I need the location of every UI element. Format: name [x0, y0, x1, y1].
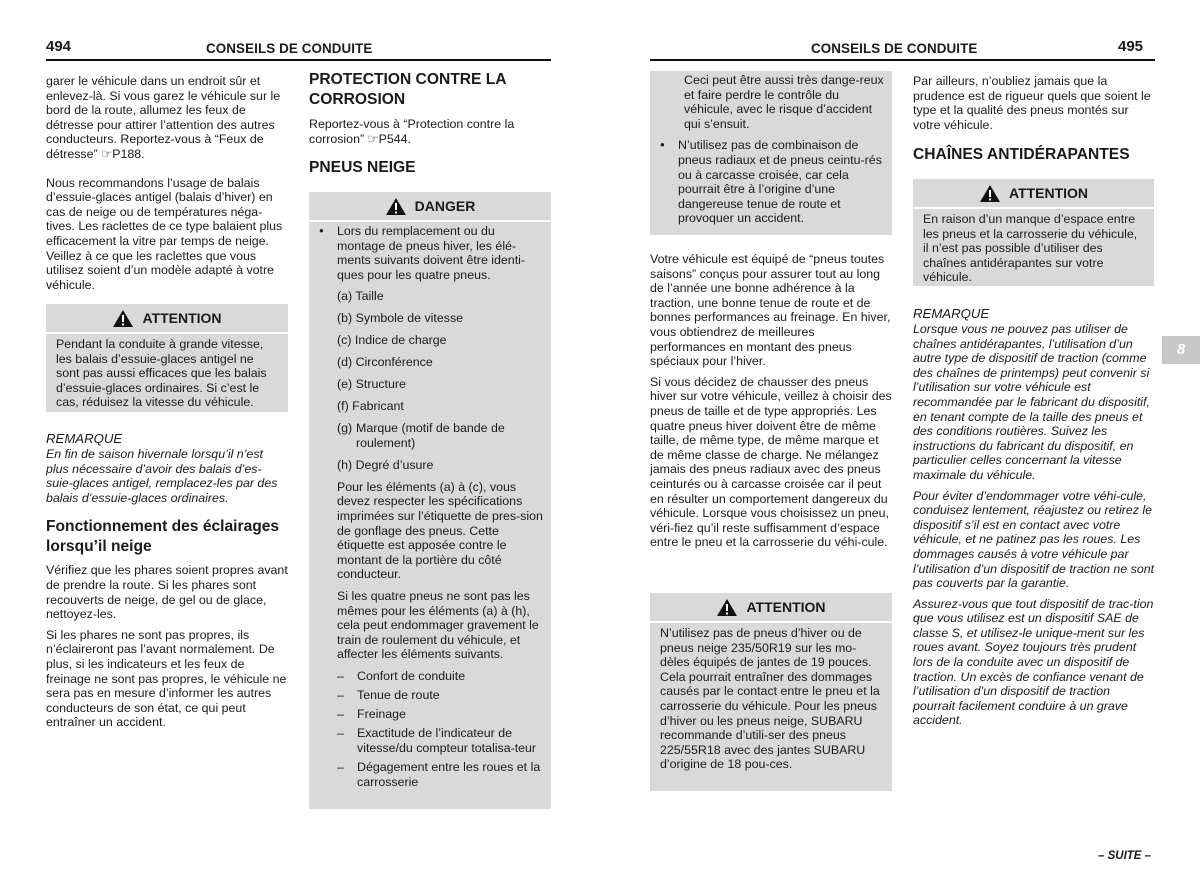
paragraph: Ceci peut être aussi très dange-reux et faire perdre le contrôle du véhicule, avec le risque d’accident qui s’ensuit.: [684, 73, 884, 131]
attention-text: Pendant la conduite à grande vitesse, les balais d’essuie-glaces antigel ne sont pas aussi efficaces que les balais d’essuie-glaces ordinaires. Si c’est le cas, réduisez la vitesse du véhicule.: [56, 337, 267, 410]
remarque-text: Assurez-vous que tout dispositif de trac-tion que vous utilisez est un dispositif SAE de classe S, et utilisez-le unique-ment sur les roues avant. Soyez toujours très prudent lors de la conduite avec un dispositif de traction. Un excès de confiance venant de l’utilisation d’un dispositif de traction pourrait facilement conduire à un grave accident.: [913, 596, 1154, 728]
danger-title: DANGER: [414, 197, 476, 214]
item-mark: (g): [337, 421, 353, 436]
list-item: [337, 355, 543, 370]
list-item: [337, 669, 543, 684]
tire-spec-list: [313, 289, 543, 472]
page-number-right: 495: [1118, 38, 1144, 55]
remarque-text: En fin de saison hivernale lorsqu’il n’est plus nécessaire d’avoir des balais d’es-suie-glaces antigel, remplacez-les par des balais d’essuie-glaces ordinaires.: [46, 447, 278, 505]
danger-box: [309, 192, 551, 809]
danger-header: [309, 192, 551, 220]
paragraph: garer le véhicule dans un endroit sûr et enlevez-là. Si vous garez le véhicule sur le bord de la route, allumez les feux de détresse pour attirer l’attention des autres conducteurs. Reportez-vous à “Feux de détresse” ☞P188.: [46, 74, 281, 161]
remarque-text: Lorsque vous ne pouvez pas utiliser de chaînes antidérapantes, l’utilisation d’un autre type de dispositif de traction (comme des chaînes de printemps) peut convenir si l’utilisation sur votre véhicule est recommandée par le fabricant du dispositif, en tenant compte de la taille des pneus et des conditions routières. Suivez les instructions du fabricant du dispositif, en particulier celles concernant la vitesse maximale du véhicule.: [913, 322, 1150, 482]
list-item: [337, 458, 543, 473]
danger-bullets: [654, 138, 884, 226]
right-column-2-lower: [913, 306, 1155, 728]
affected-items-list: [313, 669, 543, 789]
list-item: [337, 399, 543, 414]
running-head-left: CONSEILS DE CONDUITE: [206, 41, 373, 56]
paragraph: Si vous décidez de chausser des pneus hiver sur votre véhicule, veillez à choisir des pneus de taille et de type appropriés. Les quatre pneus hiver doivent être de même taille, de même type, de même marque et de même classe de charge. Ne mélangez jamais des pneus radiaux avec des pneus ceinturés ou à carcasse croisée car il peut en résulter un comportement dangereux du véhicule. Lorsque vous choisissez un pneu, véri-fiez qu’il reste suffisamment d’espace entre le pneu et la carrosserie du véhi-cule.: [650, 374, 892, 550]
item-text: Marque (motif de bande de roulement): [356, 421, 505, 450]
paragraph: Si les phares ne sont pas propres, ils n’éclaireront pas l’avant normalement. De plus, si les indicateurs et les feux de freinage ne sont pas propres, le véhicule ne sera pas en mesure d’informer les autres conducteurs de son état, ce qui peut entraîner un accident.: [46, 627, 287, 730]
list-item: [337, 333, 543, 348]
page-number-left: 494: [46, 38, 72, 55]
attention-text: N’utilisez pas de pneus d’hiver ou de pneus neige 235/50R19 sur les mo-dèles équipés de jantes de 19 pouces. Cela pourrait entraîner des dommages causés par le contact entre le pneu et la carrosserie du véhicule. Pour les pneus d’hiver ou les pneus neige, SUBARU recommande d’utili-ser des pneus 225/55R18 avec des jantes SUBARU d’origine de 18 pou-ces.: [660, 626, 880, 772]
item-text: Confort de conduite: [357, 668, 466, 683]
list-item: [337, 760, 543, 789]
list-item: [337, 289, 543, 304]
paragraph: Si les quatre pneus ne sont pas les mêmes pour les éléments (a) à (h), cela peut endommager gravement le train de roulement du véhicule, et affecter les éléments suivants.: [337, 589, 539, 662]
left-column-1: [46, 74, 288, 292]
remarque-text: Pour éviter d’endommager votre véhi-cule, conduisez lentement, réajustez ou retirez le dispositif s’il est en contact avec votre véhicule, et ne patinez pas les roues. Les dommages causés à votre véhicule par l’utilisation d’un dispositif de traction ne sont pas couverts par la garantie.: [913, 488, 1155, 591]
section-heading-snow-tires: PNEUS NEIGE: [309, 159, 416, 177]
left-column-2: [309, 70, 551, 178]
danger-bullet: ● N’utilisez pas de combinaison de pneus radiaux et de pneus ceintu-rés ou à carcasse croisée, car cela pourrait être à l’origine d’une dangereuse tenue de route et provoquer un accident.: [654, 138, 884, 226]
dash-marker: –: [337, 688, 344, 703]
remarque-title: REMARQUE: [46, 431, 123, 446]
item-text: Freinage: [357, 707, 406, 722]
right-column-1: [650, 252, 892, 550]
item-text: Dégagement entre les roues et la carrosserie: [357, 759, 541, 789]
item-text: (c) Indice de charge: [337, 333, 447, 348]
attention-box: [650, 593, 892, 791]
item-text: (d) Circonférence: [337, 355, 433, 370]
attention-box: [46, 304, 288, 412]
warning-icon: [979, 184, 1001, 203]
section-heading-lights: Fonctionnement des éclairages lorsqu’il neige: [46, 518, 280, 556]
paragraph: Pour les éléments (a) à (c), vous devez respecter les spécifications imprimées sur l’étiquette de pres-sion de gonflage des pneus. Cette étiquette est apposée contre le montant de la portière du côté conducteur.: [337, 479, 543, 582]
list-item: [337, 726, 543, 755]
attention-box: [913, 179, 1154, 286]
item-text: (e) Structure: [337, 377, 406, 392]
list-item: [337, 688, 543, 703]
list-item: [337, 311, 543, 326]
danger-bullets: [313, 224, 543, 282]
attention-title: ATTENTION: [142, 309, 222, 326]
running-head-right: CONSEILS DE CONDUITE: [811, 41, 978, 56]
dash-marker: –: [337, 759, 344, 774]
attention-header: [46, 304, 288, 332]
section-heading-chains: CHAÎNES ANTIDÉRAPANTES: [913, 146, 1130, 164]
paragraph: Votre véhicule est équipé de “pneus toutes saisons” conçus pour assurer tout au long de l’année une bonne adhérence à la traction, une bonne tenue de route et de bonnes performances au freinage. En hiver, vous obtiendrez de meilleures performances en montant des pneus spéciaux pour l’hiver.: [650, 252, 891, 369]
section-heading-corrosion: PROTECTION CONTRE LA CORROSION: [309, 71, 506, 108]
right-column-2: [913, 74, 1155, 165]
list-item: [337, 421, 543, 450]
paragraph: Nous recommandons l’usage de balais d’essuie-glaces antigel (balais d’hiver) en cas de neige ou de températures néga-tives. Les raclettes de ce type balaient plus efficacement la vitre par temps de neige. Veillez à ce que les raclettes que vous utilisez soient d’un modèle adapté à votre véhicule.: [46, 175, 283, 292]
dash-marker: –: [337, 726, 344, 741]
dash-marker: –: [337, 668, 344, 683]
item-text: Tenue de route: [357, 688, 440, 703]
header-rule-left: [46, 59, 551, 61]
item-text: (f) Fabricant: [337, 399, 404, 414]
left-column-1-lower: [46, 431, 288, 730]
item-text: (h) Degré d’usure: [337, 457, 434, 472]
paragraph: Reportez-vous à “Protection contre la corrosion” ☞P544.: [309, 117, 515, 146]
remarque-title: REMARQUE: [913, 306, 990, 321]
header-rule-right: [650, 59, 1155, 61]
item-text: (b) Symbole de vitesse: [337, 311, 464, 326]
warning-icon: [716, 598, 738, 617]
paragraph: Vérifiez que les phares soient propres avant de prendre la route. Si les phares sont recouverts de neige, de gel ou de glace, nettoyez-les.: [46, 563, 288, 622]
dash-marker: –: [337, 707, 344, 722]
danger-bullet: ● Lors du remplacement ou du montage de pneus hiver, les élé-ments suivants doivent être identi-ques pour les quatre pneus.: [313, 224, 543, 282]
attention-title: ATTENTION: [746, 598, 826, 615]
continued-marker: – SUITE –: [1098, 850, 1152, 862]
attention-text: En raison d’un manque d’espace entre les pneus et la carrosserie du véhicule, il n’est pas possible d’utiliser des chaînes antidérapantes sur votre véhicule.: [923, 212, 1138, 285]
item-text: (a) Taille: [337, 289, 384, 304]
list-item: [337, 377, 543, 392]
warning-icon: [385, 197, 407, 216]
danger-box-continued: [650, 71, 892, 235]
warning-icon: [112, 309, 134, 328]
section-tab: 8: [1162, 336, 1200, 364]
item-text: Exactitude de l’indicateur de vitesse/du compteur totalisa-teur: [357, 726, 537, 755]
attention-header: [650, 593, 892, 621]
attention-title: ATTENTION: [1008, 184, 1089, 201]
paragraph: Par ailleurs, n’oubliez jamais que la prudence est de rigueur quels que soient le type et la qualité des pneus montés sur votre véhicule.: [913, 74, 1151, 132]
list-item: [337, 707, 543, 722]
attention-header: [913, 179, 1154, 207]
